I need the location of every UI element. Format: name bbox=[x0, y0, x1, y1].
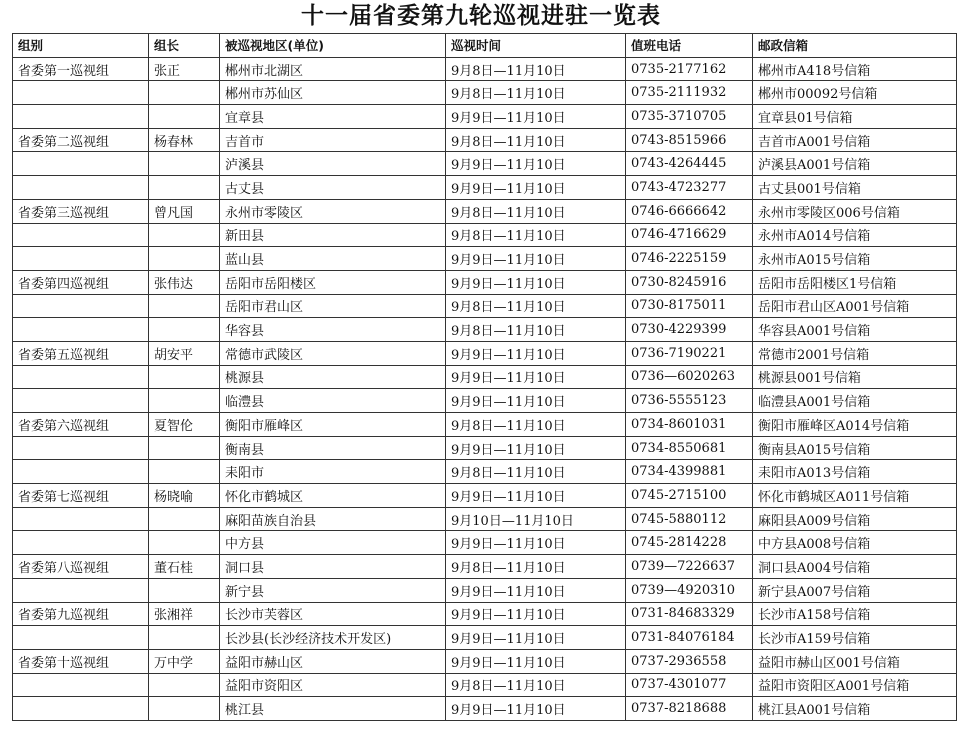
region-cell: 临澧县 bbox=[220, 389, 446, 413]
time-cell: 9月9日—11月10日 bbox=[446, 247, 626, 271]
phone-cell: 0730-8175011 bbox=[626, 294, 753, 318]
region-cell: 华容县 bbox=[220, 318, 446, 342]
leader-cell: 杨春林 bbox=[149, 128, 220, 152]
leader-cell: 杨晓喻 bbox=[149, 484, 220, 508]
table-row bbox=[13, 81, 957, 105]
time-cell: 9月9日—11月10日 bbox=[446, 626, 626, 650]
table-row bbox=[13, 436, 957, 460]
mailbox-cell: 岳阳市岳阳楼区1号信箱 bbox=[753, 270, 957, 294]
phone-cell: 0743-4264445 bbox=[626, 152, 753, 176]
group-cell bbox=[13, 318, 149, 342]
region-cell: 长沙县(长沙经济技术开发区) bbox=[220, 626, 446, 650]
time-cell: 9月8日—11月10日 bbox=[446, 318, 626, 342]
phone-cell: 0734-8550681 bbox=[626, 436, 753, 460]
leader-cell: 张伟达 bbox=[149, 270, 220, 294]
mailbox-cell: 永州市A015号信箱 bbox=[753, 247, 957, 271]
mailbox-cell: 泸溪县A001号信箱 bbox=[753, 152, 957, 176]
time-cell: 9月9日—11月10日 bbox=[446, 531, 626, 555]
phone-cell: 0746-6666642 bbox=[626, 199, 753, 223]
group-cell bbox=[13, 673, 149, 697]
leader-cell bbox=[149, 673, 220, 697]
time-cell: 9月8日—11月10日 bbox=[446, 673, 626, 697]
region-cell: 泸溪县 bbox=[220, 152, 446, 176]
group-cell: 省委第七巡视组 bbox=[13, 484, 149, 508]
time-cell: 9月8日—11月10日 bbox=[446, 555, 626, 579]
phone-cell: 0746-4716629 bbox=[626, 223, 753, 247]
mailbox-cell: 衡南县A015号信箱 bbox=[753, 436, 957, 460]
header-region: 被巡视地区(单位) bbox=[220, 34, 446, 58]
header-mailbox: 邮政信箱 bbox=[753, 34, 957, 58]
region-cell: 桃江县 bbox=[220, 697, 446, 721]
mailbox-cell: 怀化市鹤城区A011号信箱 bbox=[753, 484, 957, 508]
leader-cell bbox=[149, 460, 220, 484]
leader-cell: 张湘祥 bbox=[149, 602, 220, 626]
time-cell: 9月9日—11月10日 bbox=[446, 389, 626, 413]
header-time: 巡视时间 bbox=[446, 34, 626, 58]
table-row bbox=[13, 531, 957, 555]
mailbox-cell: 华容县A001号信箱 bbox=[753, 318, 957, 342]
time-cell: 9月8日—11月10日 bbox=[446, 81, 626, 105]
group-cell bbox=[13, 626, 149, 650]
mailbox-cell: 新宁县A007号信箱 bbox=[753, 578, 957, 602]
table-row bbox=[13, 555, 957, 579]
time-cell: 9月8日—11月10日 bbox=[446, 128, 626, 152]
phone-cell: 0737-2936558 bbox=[626, 649, 753, 673]
time-cell: 9月8日—11月10日 bbox=[446, 57, 626, 81]
inspection-table bbox=[12, 33, 957, 721]
group-cell: 省委第六巡视组 bbox=[13, 413, 149, 437]
group-cell bbox=[13, 152, 149, 176]
table-row bbox=[13, 57, 957, 81]
time-cell: 9月9日—11月10日 bbox=[446, 365, 626, 389]
leader-cell bbox=[149, 389, 220, 413]
mailbox-cell: 麻阳县A009号信箱 bbox=[753, 507, 957, 531]
group-cell bbox=[13, 365, 149, 389]
table-row bbox=[13, 673, 957, 697]
region-cell: 中方县 bbox=[220, 531, 446, 555]
group-cell bbox=[13, 223, 149, 247]
time-cell: 9月10日—11月10日 bbox=[446, 507, 626, 531]
group-cell: 省委第五巡视组 bbox=[13, 341, 149, 365]
region-cell: 常德市武陵区 bbox=[220, 341, 446, 365]
group-cell bbox=[13, 81, 149, 105]
phone-cell: 0730-8245916 bbox=[626, 270, 753, 294]
phone-cell: 0745-2814228 bbox=[626, 531, 753, 555]
leader-cell: 夏智伦 bbox=[149, 413, 220, 437]
time-cell: 9月9日—11月10日 bbox=[446, 602, 626, 626]
leader-cell bbox=[149, 294, 220, 318]
time-cell: 9月8日—11月10日 bbox=[446, 413, 626, 437]
group-cell bbox=[13, 697, 149, 721]
phone-cell: 0736—6020263 bbox=[626, 365, 753, 389]
mailbox-cell: 永州市A014号信箱 bbox=[753, 223, 957, 247]
time-cell: 9月8日—11月10日 bbox=[446, 199, 626, 223]
header-row bbox=[13, 34, 957, 58]
leader-cell bbox=[149, 365, 220, 389]
time-cell: 9月8日—11月10日 bbox=[446, 294, 626, 318]
group-cell: 省委第九巡视组 bbox=[13, 602, 149, 626]
table-row bbox=[13, 128, 957, 152]
mailbox-cell: 岳阳市君山区A001号信箱 bbox=[753, 294, 957, 318]
leader-cell bbox=[149, 152, 220, 176]
header-phone: 值班电话 bbox=[626, 34, 753, 58]
mailbox-cell: 洞口县A004号信箱 bbox=[753, 555, 957, 579]
mailbox-cell: 郴州市A418号信箱 bbox=[753, 57, 957, 81]
phone-cell: 0745-2715100 bbox=[626, 484, 753, 508]
leader-cell bbox=[149, 176, 220, 200]
region-cell: 益阳市赫山区 bbox=[220, 649, 446, 673]
mailbox-cell: 长沙市A158号信箱 bbox=[753, 602, 957, 626]
table-row bbox=[13, 105, 957, 129]
group-cell bbox=[13, 294, 149, 318]
leader-cell bbox=[149, 507, 220, 531]
group-cell: 省委第四巡视组 bbox=[13, 270, 149, 294]
group-cell: 省委第二巡视组 bbox=[13, 128, 149, 152]
phone-cell: 0735-3710705 bbox=[626, 105, 753, 129]
table-row bbox=[13, 484, 957, 508]
region-cell: 郴州市苏仙区 bbox=[220, 81, 446, 105]
time-cell: 9月8日—11月10日 bbox=[446, 460, 626, 484]
mailbox-cell: 益阳市资阳区A001号信箱 bbox=[753, 673, 957, 697]
phone-cell: 0731-84683329 bbox=[626, 602, 753, 626]
table-row bbox=[13, 507, 957, 531]
leader-cell: 曾凡国 bbox=[149, 199, 220, 223]
leader-cell bbox=[149, 578, 220, 602]
table-row bbox=[13, 223, 957, 247]
phone-cell: 0736-5555123 bbox=[626, 389, 753, 413]
phone-cell: 0731-84076184 bbox=[626, 626, 753, 650]
mailbox-cell: 益阳市赫山区001号信箱 bbox=[753, 649, 957, 673]
leader-cell: 张正 bbox=[149, 57, 220, 81]
phone-cell: 0743-8515966 bbox=[626, 128, 753, 152]
group-cell bbox=[13, 247, 149, 271]
region-cell: 永州市零陵区 bbox=[220, 199, 446, 223]
leader-cell: 董石桂 bbox=[149, 555, 220, 579]
mailbox-cell: 桃江县A001号信箱 bbox=[753, 697, 957, 721]
table-body bbox=[13, 57, 957, 720]
region-cell: 宜章县 bbox=[220, 105, 446, 129]
group-cell bbox=[13, 105, 149, 129]
region-cell: 古丈县 bbox=[220, 176, 446, 200]
phone-cell: 0739—7226637 bbox=[626, 555, 753, 579]
mailbox-cell: 常德市2001号信箱 bbox=[753, 341, 957, 365]
phone-cell: 0736-7190221 bbox=[626, 341, 753, 365]
leader-cell bbox=[149, 105, 220, 129]
time-cell: 9月9日—11月10日 bbox=[446, 484, 626, 508]
mailbox-cell: 临澧县A001号信箱 bbox=[753, 389, 957, 413]
phone-cell: 0734-8601031 bbox=[626, 413, 753, 437]
page-title: 十一届省委第九轮巡视进驻一览表 bbox=[301, 2, 661, 29]
leader-cell bbox=[149, 223, 220, 247]
region-cell: 衡阳市雁峰区 bbox=[220, 413, 446, 437]
region-cell: 新田县 bbox=[220, 223, 446, 247]
region-cell: 蓝山县 bbox=[220, 247, 446, 271]
time-cell: 9月9日—11月10日 bbox=[446, 270, 626, 294]
table-row bbox=[13, 318, 957, 342]
group-cell bbox=[13, 531, 149, 555]
table-row bbox=[13, 389, 957, 413]
region-cell: 益阳市资阳区 bbox=[220, 673, 446, 697]
time-cell: 9月9日—11月10日 bbox=[446, 341, 626, 365]
leader-cell bbox=[149, 81, 220, 105]
time-cell: 9月8日—11月10日 bbox=[446, 223, 626, 247]
region-cell: 新宁县 bbox=[220, 578, 446, 602]
table-row bbox=[13, 199, 957, 223]
table-row bbox=[13, 460, 957, 484]
region-cell: 耒阳市 bbox=[220, 460, 446, 484]
group-cell bbox=[13, 436, 149, 460]
region-cell: 洞口县 bbox=[220, 555, 446, 579]
phone-cell: 0737-8218688 bbox=[626, 697, 753, 721]
group-cell: 省委第十巡视组 bbox=[13, 649, 149, 673]
region-cell: 长沙市芙蓉区 bbox=[220, 602, 446, 626]
mailbox-cell: 郴州市00092号信箱 bbox=[753, 81, 957, 105]
time-cell: 9月9日—11月10日 bbox=[446, 152, 626, 176]
region-cell: 吉首市 bbox=[220, 128, 446, 152]
table-row bbox=[13, 602, 957, 626]
time-cell: 9月9日—11月10日 bbox=[446, 105, 626, 129]
time-cell: 9月9日—11月10日 bbox=[446, 578, 626, 602]
group-cell bbox=[13, 176, 149, 200]
table-row bbox=[13, 247, 957, 271]
region-cell: 岳阳市岳阳楼区 bbox=[220, 270, 446, 294]
phone-cell: 0735-2177162 bbox=[626, 57, 753, 81]
table-row bbox=[13, 176, 957, 200]
mailbox-cell: 耒阳市A013号信箱 bbox=[753, 460, 957, 484]
phone-cell: 0743-4723277 bbox=[626, 176, 753, 200]
mailbox-cell: 古丈县001号信箱 bbox=[753, 176, 957, 200]
region-cell: 岳阳市君山区 bbox=[220, 294, 446, 318]
leader-cell: 胡安平 bbox=[149, 341, 220, 365]
header-group: 组别 bbox=[13, 34, 149, 58]
group-cell: 省委第三巡视组 bbox=[13, 199, 149, 223]
leader-cell bbox=[149, 318, 220, 342]
leader-cell: 万中学 bbox=[149, 649, 220, 673]
region-cell: 衡南县 bbox=[220, 436, 446, 460]
leader-cell bbox=[149, 626, 220, 650]
table-row bbox=[13, 649, 957, 673]
table-row bbox=[13, 365, 957, 389]
table-row bbox=[13, 152, 957, 176]
region-cell: 郴州市北湖区 bbox=[220, 57, 446, 81]
time-cell: 9月9日—11月10日 bbox=[446, 649, 626, 673]
mailbox-cell: 长沙市A159号信箱 bbox=[753, 626, 957, 650]
phone-cell: 0737-4301077 bbox=[626, 673, 753, 697]
leader-cell bbox=[149, 247, 220, 271]
table-row bbox=[13, 578, 957, 602]
group-cell bbox=[13, 578, 149, 602]
mailbox-cell: 宜章县01号信箱 bbox=[753, 105, 957, 129]
region-cell: 麻阳苗族自治县 bbox=[220, 507, 446, 531]
group-cell: 省委第一巡视组 bbox=[13, 57, 149, 81]
phone-cell: 0745-5880112 bbox=[626, 507, 753, 531]
table-row bbox=[13, 697, 957, 721]
group-cell bbox=[13, 389, 149, 413]
phone-cell: 0734-4399881 bbox=[626, 460, 753, 484]
phone-cell: 0739—4920310 bbox=[626, 578, 753, 602]
group-cell bbox=[13, 460, 149, 484]
time-cell: 9月9日—11月10日 bbox=[446, 176, 626, 200]
time-cell: 9月9日—11月10日 bbox=[446, 436, 626, 460]
mailbox-cell: 中方县A008号信箱 bbox=[753, 531, 957, 555]
table-row bbox=[13, 626, 957, 650]
table-row bbox=[13, 270, 957, 294]
leader-cell bbox=[149, 697, 220, 721]
time-cell: 9月9日—11月10日 bbox=[446, 697, 626, 721]
phone-cell: 0730-4229399 bbox=[626, 318, 753, 342]
phone-cell: 0746-2225159 bbox=[626, 247, 753, 271]
phone-cell: 0735-2111932 bbox=[626, 81, 753, 105]
group-cell bbox=[13, 507, 149, 531]
region-cell: 怀化市鹤城区 bbox=[220, 484, 446, 508]
header-leader: 组长 bbox=[149, 34, 220, 58]
leader-cell bbox=[149, 531, 220, 555]
group-cell: 省委第八巡视组 bbox=[13, 555, 149, 579]
leader-cell bbox=[149, 436, 220, 460]
mailbox-cell: 衡阳市雁峰区A014号信箱 bbox=[753, 413, 957, 437]
region-cell: 桃源县 bbox=[220, 365, 446, 389]
table-row bbox=[13, 413, 957, 437]
mailbox-cell: 永州市零陵区006号信箱 bbox=[753, 199, 957, 223]
mailbox-cell: 吉首市A001号信箱 bbox=[753, 128, 957, 152]
mailbox-cell: 桃源县001号信箱 bbox=[753, 365, 957, 389]
table-row bbox=[13, 294, 957, 318]
table-row bbox=[13, 341, 957, 365]
